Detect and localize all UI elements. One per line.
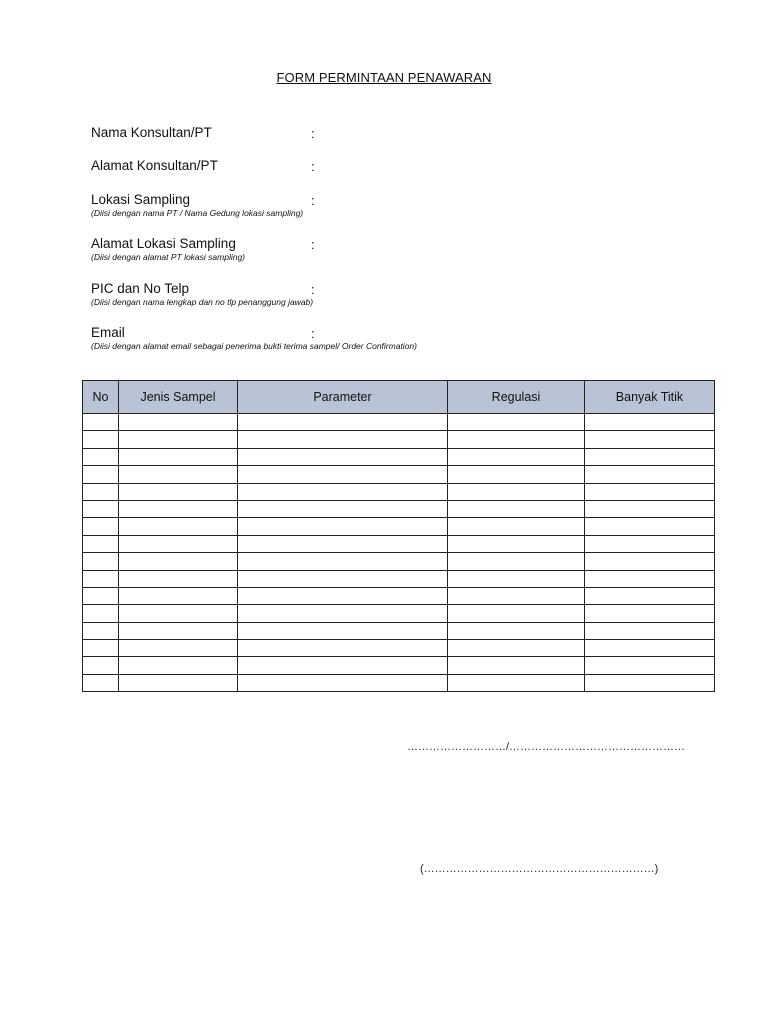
field-hint: (Diisi dengan alamat PT lokasi sampling) <box>91 252 246 262</box>
table-cell[interactable] <box>448 448 585 465</box>
table-cell[interactable] <box>238 431 448 448</box>
table-cell[interactable] <box>83 622 119 639</box>
table-cell[interactable] <box>448 605 585 622</box>
table-cell[interactable] <box>238 483 448 500</box>
table-cell[interactable] <box>119 448 238 465</box>
table-row <box>83 483 715 500</box>
sample-table <box>82 380 715 692</box>
table-cell[interactable] <box>585 535 715 552</box>
table-cell[interactable] <box>238 640 448 657</box>
table-cell[interactable] <box>448 587 585 604</box>
table-cell[interactable] <box>448 535 585 552</box>
table-cell[interactable] <box>83 535 119 552</box>
field-nama-konsultan <box>91 125 331 141</box>
table-row <box>83 431 715 448</box>
table-cell[interactable] <box>83 570 119 587</box>
table-cell[interactable] <box>238 518 448 535</box>
table-cell[interactable] <box>585 414 715 431</box>
place-date-line: ………………………/………………………………………… <box>407 741 686 753</box>
header-regulasi: Regulasi <box>448 381 585 414</box>
table-cell[interactable] <box>119 657 238 674</box>
table-header-row <box>83 381 715 414</box>
table-cell[interactable] <box>119 587 238 604</box>
table-cell[interactable] <box>448 518 585 535</box>
table-cell[interactable] <box>83 640 119 657</box>
table-cell[interactable] <box>448 414 585 431</box>
table-cell[interactable] <box>83 500 119 517</box>
table-cell[interactable] <box>238 535 448 552</box>
table-cell[interactable] <box>119 622 238 639</box>
table-cell[interactable] <box>238 553 448 570</box>
field-label: Nama Konsultan/PT <box>91 125 212 140</box>
table-cell[interactable] <box>83 448 119 465</box>
table-cell[interactable] <box>585 640 715 657</box>
table-cell[interactable] <box>585 431 715 448</box>
table-row <box>83 500 715 517</box>
field-label: Lokasi Sampling <box>91 192 191 207</box>
table-cell[interactable] <box>83 518 119 535</box>
table-row <box>83 448 715 465</box>
table-cell[interactable] <box>119 483 238 500</box>
field-colon: : <box>311 237 315 252</box>
table-cell[interactable] <box>119 674 238 691</box>
table-row <box>83 674 715 691</box>
table-cell[interactable] <box>83 674 119 691</box>
table-row <box>83 570 715 587</box>
header-no: No <box>83 381 119 414</box>
table-row <box>83 657 715 674</box>
header-jenis-sampel: Jenis Sampel <box>119 381 238 414</box>
table-cell[interactable] <box>119 535 238 552</box>
table-cell[interactable] <box>448 431 585 448</box>
table-cell[interactable] <box>83 431 119 448</box>
table-cell[interactable] <box>119 431 238 448</box>
table-cell[interactable] <box>119 500 238 517</box>
table-cell[interactable] <box>238 622 448 639</box>
field-label: Alamat Lokasi Sampling <box>91 236 236 251</box>
table-cell[interactable] <box>448 483 585 500</box>
field-hint: (Diisi dengan alamat email sebagai penerima bukti terima sampel/ Order Confirmation) <box>91 341 417 351</box>
table-cell[interactable] <box>119 466 238 483</box>
table-row <box>83 640 715 657</box>
table-cell[interactable] <box>119 553 238 570</box>
table-cell[interactable] <box>238 466 448 483</box>
table-row <box>83 466 715 483</box>
field-hint: (Diisi dengan nama lengkap dan no tlp penanggung jawab) <box>91 297 314 307</box>
table-cell[interactable] <box>119 605 238 622</box>
table-cell[interactable] <box>585 657 715 674</box>
table-row <box>83 518 715 535</box>
table-cell[interactable] <box>119 570 238 587</box>
table-cell[interactable] <box>585 553 715 570</box>
field-label: Alamat Konsultan/PT <box>91 158 218 173</box>
table-cell[interactable] <box>119 518 238 535</box>
table-cell[interactable] <box>448 622 585 639</box>
field-colon: : <box>311 126 315 141</box>
table-row <box>83 535 715 552</box>
table-cell[interactable] <box>238 657 448 674</box>
table-cell[interactable] <box>585 605 715 622</box>
field-alamat-lokasi-sampling <box>91 236 331 263</box>
field-colon: : <box>311 326 315 341</box>
header-parameter: Parameter <box>238 381 448 414</box>
table-row <box>83 414 715 431</box>
field-lokasi-sampling <box>91 192 331 219</box>
table-cell[interactable] <box>238 587 448 604</box>
table-row <box>83 605 715 622</box>
table-cell[interactable] <box>585 570 715 587</box>
table-cell[interactable] <box>585 587 715 604</box>
field-colon: : <box>311 159 315 174</box>
field-hint: (Diisi dengan nama PT / Nama Gedung lokasi sampling) <box>91 208 304 218</box>
field-label: PIC dan No Telp <box>91 281 190 296</box>
field-label: Email <box>91 325 125 340</box>
field-pic-no-telp <box>91 281 331 308</box>
table-cell[interactable] <box>448 640 585 657</box>
table-cell[interactable] <box>238 605 448 622</box>
form-title: FORM PERMINTAAN PENAWARAN <box>276 70 492 85</box>
table-cell[interactable] <box>83 605 119 622</box>
table-cell[interactable] <box>585 622 715 639</box>
table-cell[interactable] <box>83 657 119 674</box>
table-cell[interactable] <box>448 466 585 483</box>
field-colon: : <box>311 193 315 208</box>
table-cell[interactable] <box>83 587 119 604</box>
table-cell[interactable] <box>238 500 448 517</box>
table-cell[interactable] <box>119 414 238 431</box>
table-body <box>83 414 715 692</box>
field-colon: : <box>311 282 315 297</box>
table-cell[interactable] <box>448 553 585 570</box>
table-cell[interactable] <box>585 518 715 535</box>
field-email <box>91 325 417 352</box>
table-cell[interactable] <box>448 657 585 674</box>
table-cell[interactable] <box>585 674 715 691</box>
table-cell[interactable] <box>238 448 448 465</box>
table-cell[interactable] <box>83 466 119 483</box>
table-cell[interactable] <box>585 448 715 465</box>
table-cell[interactable] <box>238 414 448 431</box>
table-cell[interactable] <box>448 500 585 517</box>
signature-name-line: (………………………………………………………) <box>420 863 659 875</box>
table-cell[interactable] <box>119 640 238 657</box>
table-cell[interactable] <box>448 674 585 691</box>
table-cell[interactable] <box>585 483 715 500</box>
table-cell[interactable] <box>585 500 715 517</box>
field-alamat-konsultan <box>91 158 331 174</box>
table-cell[interactable] <box>238 570 448 587</box>
header-banyak-titik: Banyak Titik <box>585 381 715 414</box>
table-cell[interactable] <box>83 553 119 570</box>
table-cell[interactable] <box>238 674 448 691</box>
table-row <box>83 587 715 604</box>
table-row <box>83 622 715 639</box>
table-cell[interactable] <box>448 570 585 587</box>
table-cell[interactable] <box>83 414 119 431</box>
table-cell[interactable] <box>585 466 715 483</box>
table-cell[interactable] <box>83 483 119 500</box>
table-row <box>83 553 715 570</box>
